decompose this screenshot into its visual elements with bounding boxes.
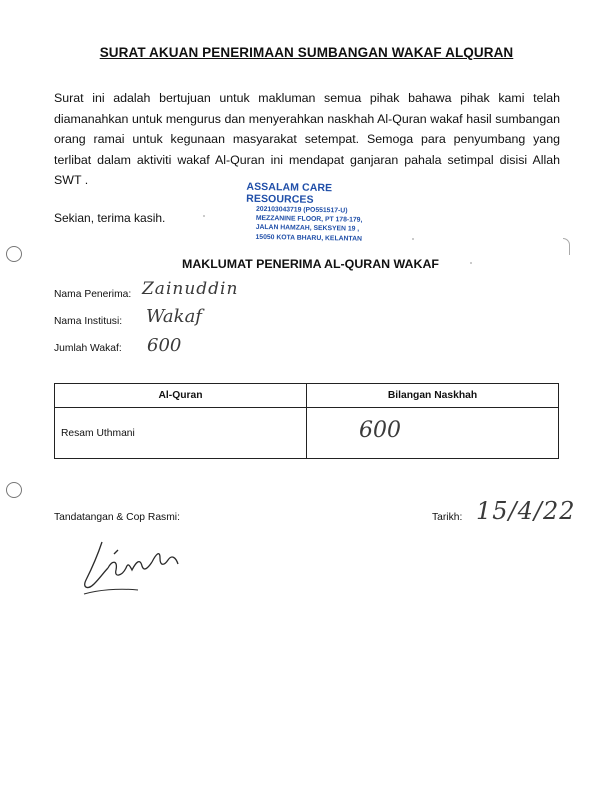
institution-name-value: Wakaf xyxy=(146,306,202,327)
copies-count-value: 600 xyxy=(359,418,401,443)
company-stamp xyxy=(245,181,396,244)
wakaf-table xyxy=(54,383,559,459)
table-header-row xyxy=(55,384,559,408)
quran-type-cell: Resam Uthmani xyxy=(55,408,307,459)
column-header-quran: Al-Quran xyxy=(55,384,307,408)
punch-hole-bottom xyxy=(6,482,22,498)
handwritten-signature xyxy=(78,532,188,607)
document-title: SURAT AKUAN PENERIMAAN SUMBANGAN WAKAF ALQURAN xyxy=(99,45,514,60)
wakaf-amount-label: Jumlah Wakaf: xyxy=(54,343,122,354)
scan-speck xyxy=(203,215,205,217)
intro-paragraph: Surat ini adalah bertujuan untuk makluman semua pihak bahawa pihak kami telah diamanahkan untuk mengurus dan menyerahkan naskhah Al-Quran wakaf hasil sumbangan orang ramai untuk kegunaan masyarakat setempat. Semoga para penyumbang yang terlibat dalam aktiviti wakaf Al-Quran ini mendapat ganjaran pahala setimpal disisi Allah SWT . xyxy=(54,91,560,187)
column-header-count: Bilangan Naskhah xyxy=(307,384,559,408)
signature-label: Tandatangan & Cop Rasmi: xyxy=(54,512,180,523)
date-label: Tarikh: xyxy=(432,512,463,523)
scan-margin-mark xyxy=(563,238,570,255)
recipient-name-label: Nama Penerima: xyxy=(54,289,132,300)
stamp-address-line: 15050 KOTA BHARU, KELANTAN xyxy=(255,233,362,243)
wakaf-amount-value: 600 xyxy=(147,335,182,356)
stamp-address-line: JALAN HAMZAH, SEKSYEN 19 , xyxy=(255,224,360,234)
closing-text: Sekian, terima kasih. xyxy=(54,211,166,225)
recipient-name-value: Zainuddin xyxy=(142,279,239,299)
stamp-registration: 202103043719 (PO551517-U) xyxy=(255,205,348,215)
table-row xyxy=(55,408,559,459)
scan-speck xyxy=(412,238,414,240)
recipient-section-heading: MAKLUMAT PENERIMA AL-QURAN WAKAF xyxy=(182,257,439,271)
copies-count-cell xyxy=(307,408,559,459)
date-value: 15/4/22 xyxy=(476,497,576,525)
institution-name-label: Nama Institusi: xyxy=(54,316,123,327)
stamp-address-line: MEZZANINE FLOOR, PT 178-179, xyxy=(255,215,363,224)
stamp-company-name: ASSALAM CARE RESOURCES xyxy=(246,180,333,206)
